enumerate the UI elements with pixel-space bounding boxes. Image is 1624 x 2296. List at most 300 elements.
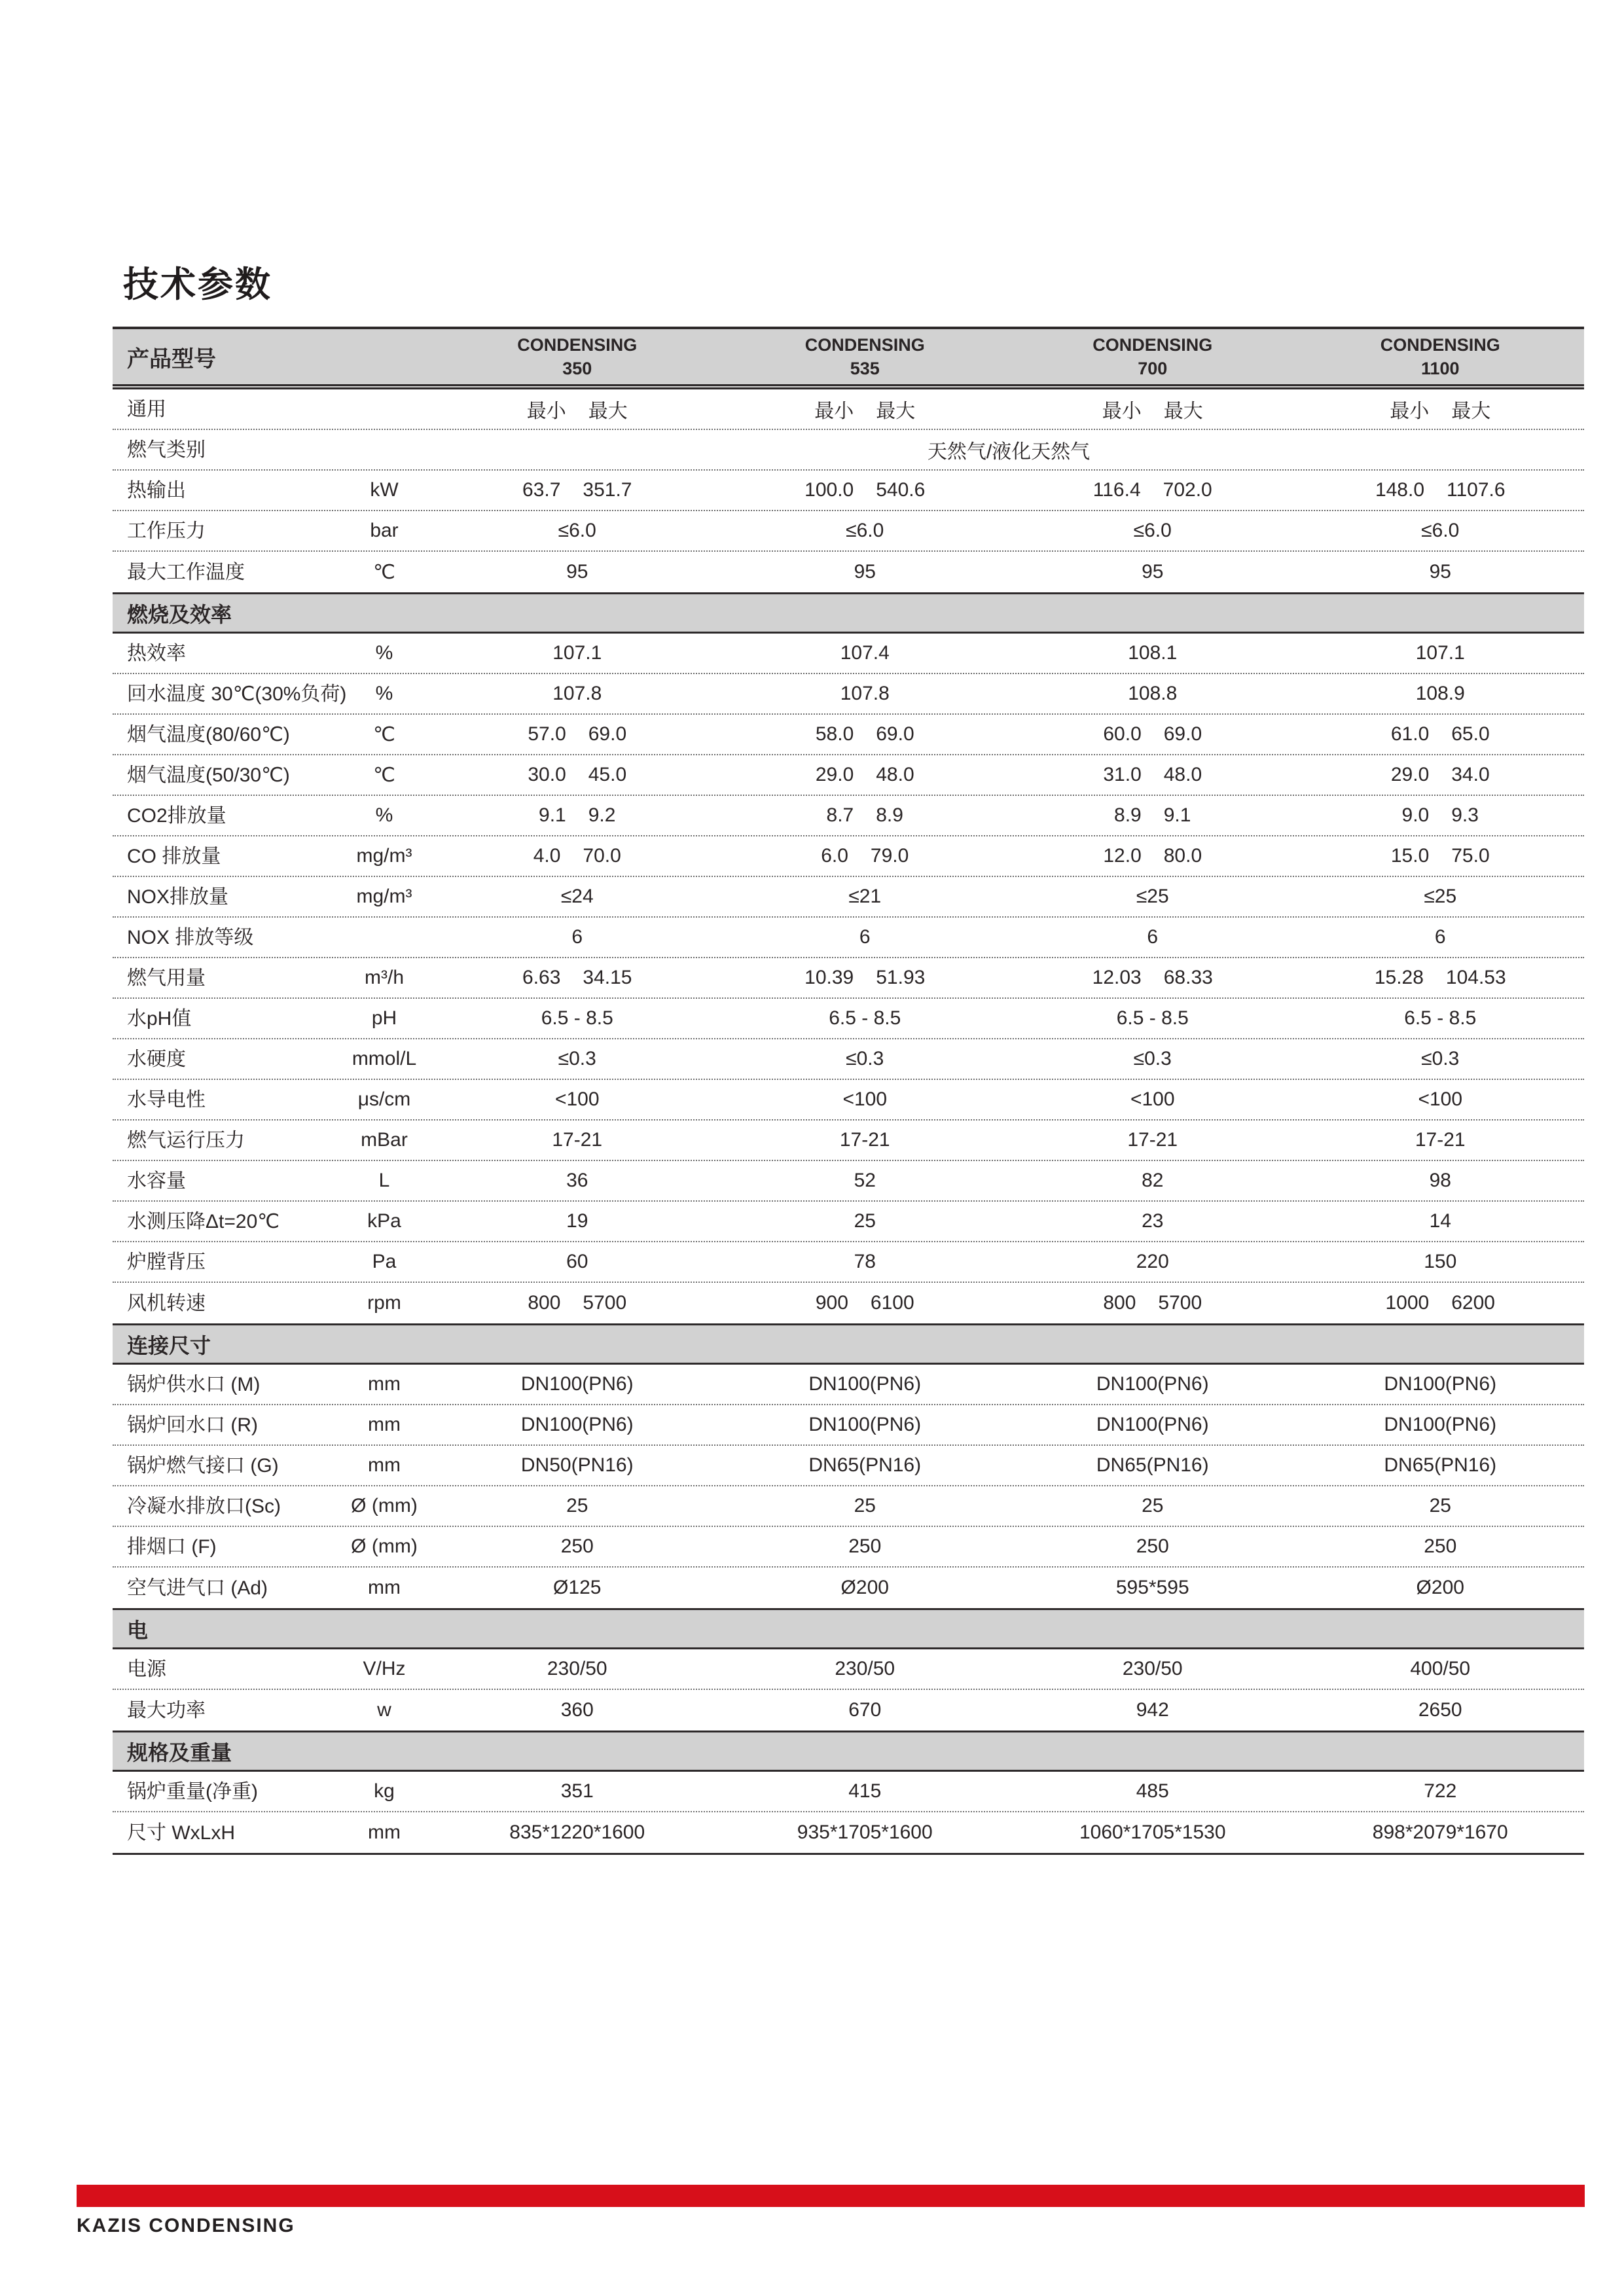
value-max: 5700 [1158,1292,1202,1314]
value-cell: 1060*1705*1530 [1079,1821,1226,1843]
value-max: 69.0 [1163,723,1202,745]
table-row [113,1405,1584,1446]
value-cell: 95 [566,561,588,583]
param-label: CO2排放量 [127,804,226,827]
table-row [113,634,1584,674]
value-min: 8.9 [1114,804,1142,826]
value-min: 9.1 [539,804,566,826]
value-max: 65.0 [1451,723,1490,745]
value-cell: 25 [1429,1495,1451,1516]
value-cell: 82 [1142,1170,1164,1191]
value-cell: 6 [1147,926,1159,948]
section-row [113,1731,1584,1772]
table-row [113,958,1584,999]
value-max: 9.1 [1163,804,1191,826]
value-cell: 6.5 - 8.5 [541,1007,613,1029]
value-cell: 250 [1424,1535,1457,1557]
table-row [113,1242,1584,1283]
value-max: 79.0 [870,845,909,867]
param-label: 工作压力 [127,520,206,542]
value-cell: 6 [571,926,583,948]
value-cell: 36 [566,1170,588,1191]
value-min: 63.7 [522,479,561,501]
model-header-535 [721,329,1009,384]
param-label: 尺寸 WxLxH [127,1821,235,1844]
table-row [113,999,1584,1039]
value-max: 68.33 [1163,967,1213,988]
param-label: 水硬度 [127,1048,186,1070]
value-cell: DN50(PN16) [520,1454,634,1476]
value-cell: 6 [1434,926,1446,948]
table-row [113,1446,1584,1486]
table-row [113,1649,1584,1690]
param-unit: % [375,683,393,704]
table-row [113,1283,1584,1323]
value-min: 57.0 [528,723,566,745]
param-unit: V/Hz [363,1658,406,1679]
table-row [113,877,1584,918]
value-min: 10.39 [804,967,854,988]
value-cell: 107.8 [552,683,602,704]
value-cell: 351 [560,1780,594,1802]
value-cell: 898*2079*1670 [1372,1821,1508,1843]
model-header-line1: CONDENSING [1380,334,1500,355]
table-row [113,1161,1584,1202]
value-cell: DN100(PN6) [520,1373,634,1395]
model-header-line1: CONDENSING [804,334,925,355]
value-cell: DN65(PN16) [1384,1454,1497,1476]
value-cell: 107.1 [552,642,602,664]
value-cell [1297,804,1585,827]
value-max: 9.2 [588,804,616,826]
value-cell: 415 [848,1780,882,1802]
value-cell: 17-21 [1415,1129,1466,1151]
value-cell [1009,804,1297,827]
model-header-700 [1009,329,1297,384]
value-cell: DN65(PN16) [1096,1454,1209,1476]
section-label: 燃烧及效率 [127,602,232,626]
param-label: 燃气用量 [127,967,206,989]
table-row [113,1080,1584,1121]
footer-brand: KAZIS CONDENSING [77,2215,295,2236]
param-label: 空气进气口 (Ad) [127,1577,268,1599]
value-cell: 95 [1142,561,1164,583]
value-cell: 108.1 [1128,642,1178,664]
value-max: 540.6 [876,479,926,501]
value-cell [1009,967,1297,989]
value-cell: 942 [1136,1699,1169,1721]
value-cell: 95 [1429,561,1451,583]
value-max: 69.0 [588,723,627,745]
value-cell [1009,1292,1297,1314]
param-unit: ℃ [373,764,395,786]
value-cell: Ø200 [840,1577,889,1598]
value-cell: 2650 [1418,1699,1462,1721]
param-label: 锅炉重量(净重) [127,1780,258,1803]
value-cell: 52 [854,1170,876,1191]
value-cell: 98 [1429,1170,1451,1191]
value-cell [433,479,721,501]
value-cell [433,395,721,423]
param-unit: mm [368,1373,401,1395]
value-cell [721,804,1009,827]
table-row [113,796,1584,836]
table-row [113,1772,1584,1812]
param-label: 燃气运行压力 [127,1129,245,1151]
value-cell: <100 [554,1088,600,1110]
value-cell: 25 [1142,1495,1164,1516]
param-unit: Pa [372,1251,397,1272]
value-cell: <100 [1130,1088,1175,1110]
value-cell: 150 [1424,1251,1457,1272]
table-row [113,471,1584,511]
table-row [113,1365,1584,1405]
value-cell [1297,395,1585,423]
value-cell: ≤6.0 [1133,520,1172,541]
value-min: 1000 [1385,1292,1430,1314]
value-cell: 230/50 [835,1658,895,1679]
param-unit: mm [368,1454,401,1476]
value-cell: 17-21 [1127,1129,1178,1151]
value-cell: 935*1705*1600 [797,1821,933,1843]
value-cell [433,723,721,745]
value-cell [1009,845,1297,867]
value-cell: ≤6.0 [846,520,884,541]
value-cell: 25 [854,1495,876,1516]
value-cell [1297,967,1585,989]
value-cell [1009,395,1297,423]
table-body [113,389,1584,1853]
value-max: 51.93 [876,967,926,988]
value-cell: 107.1 [1415,642,1465,664]
table-header-label: 产品型号 [127,346,216,372]
table-row [113,389,1584,430]
value-max: 最大 [1163,401,1203,422]
param-label: 烟气温度(50/30℃) [127,764,290,786]
param-unit: kW [370,479,399,501]
value-min: 30.0 [528,764,566,785]
value-cell: ≤25 [1136,886,1169,907]
value-min: 116.4 [1092,479,1141,501]
param-unit: mm [368,1577,401,1598]
param-unit: ℃ [373,561,395,583]
value-cell [433,845,721,867]
value-min: 800 [1103,1292,1136,1314]
value-cell: 835*1220*1600 [509,1821,645,1843]
param-label: 烟气温度(80/60℃) [127,723,290,745]
model-header-line2: 535 [850,358,880,378]
value-min: 800 [528,1292,561,1314]
param-unit: Ø (mm) [351,1535,418,1557]
value-max: 最大 [588,401,628,422]
table-row [113,1121,1584,1161]
value-cell [433,764,721,786]
value-min: 8.7 [826,804,854,826]
value-cell: 220 [1136,1251,1169,1272]
value-max: 5700 [583,1292,627,1314]
section-label: 电 [127,1618,149,1642]
param-unit: pH [371,1007,397,1029]
value-cell: ≤0.3 [846,1048,884,1069]
value-cell: ≤6.0 [1421,520,1460,541]
value-cell: <100 [1418,1088,1463,1110]
value-cell: 400/50 [1410,1658,1471,1679]
param-unit: mmol/L [352,1048,417,1069]
param-unit: mm [368,1821,401,1843]
param-label: 通用 [127,398,166,420]
value-min: 900 [815,1292,848,1314]
table-row [113,674,1584,715]
value-max: 48.0 [876,764,914,785]
table-row [113,552,1584,592]
table-row [113,755,1584,796]
value-min: 最小 [526,401,566,422]
value-cell: 17-21 [552,1129,603,1151]
value-cell: 6.5 - 8.5 [1404,1007,1477,1029]
param-unit: % [375,804,393,826]
param-label: 热输出 [127,479,186,501]
value-min: 6.0 [821,845,848,867]
value-min: 4.0 [533,845,561,867]
param-label: 燃气类别 [127,439,206,461]
param-unit: mg/m³ [356,886,412,907]
value-cell: DN100(PN6) [1384,1414,1497,1435]
model-header-line2: 700 [1138,358,1168,378]
model-header-line1: CONDENSING [1092,334,1213,355]
param-unit: μs/cm [357,1088,411,1110]
value-min: 61.0 [1390,723,1430,745]
value-cell [721,764,1009,786]
param-unit: w [377,1699,391,1721]
param-unit: Ø (mm) [351,1495,418,1516]
model-header-350 [433,329,721,384]
value-cell: 107.4 [840,642,890,664]
param-label: 回水温度 30℃(30%负荷) [127,683,347,705]
value-cell: 250 [1136,1535,1169,1557]
value-max: 34.0 [1451,764,1490,785]
value-min: 最小 [814,401,854,422]
value-cell [1297,1292,1585,1314]
value-cell: Ø200 [1416,1577,1464,1598]
value-cell: 14 [1429,1210,1451,1232]
table-row [113,1690,1584,1731]
table-row [113,1202,1584,1242]
section-row [113,592,1584,634]
value-cell: DN100(PN6) [1096,1414,1209,1435]
value-cell: 250 [560,1535,594,1557]
table-row [113,511,1584,552]
value-min: 最小 [1390,401,1430,422]
table-header-unit-spacer [335,329,433,384]
table-row [113,430,1584,471]
value-min: 29.0 [815,764,854,785]
value-max: 最大 [1451,401,1491,422]
table-row [113,1039,1584,1080]
param-label: CO 排放量 [127,845,221,867]
value-min: 15.0 [1390,845,1430,867]
param-unit: mm [368,1414,401,1435]
value-min: 12.0 [1103,845,1142,867]
table-row [113,1486,1584,1527]
value-max: 9.3 [1451,804,1479,826]
table-row [113,715,1584,755]
value-cell [1009,479,1297,501]
value-min: 31.0 [1103,764,1142,785]
value-cell: 670 [848,1699,882,1721]
value-cell [721,479,1009,501]
value-cell: ≤0.3 [558,1048,596,1069]
param-unit: m³/h [365,967,404,988]
value-cell: 107.8 [840,683,890,704]
value-cell: ≤24 [560,886,594,907]
table-row [113,1568,1584,1608]
param-unit: bar [370,520,399,541]
table-row [113,836,1584,877]
value-min: 最小 [1102,401,1142,422]
value-cell: ≤0.3 [1421,1048,1460,1069]
value-cell: DN65(PN16) [808,1454,922,1476]
value-cell: 19 [566,1210,588,1232]
value-cell: ≤25 [1424,886,1457,907]
value-max: 104.53 [1445,967,1506,988]
param-unit: L [378,1170,390,1191]
value-cell: DN100(PN6) [520,1414,634,1435]
value-cell: ≤21 [848,886,882,907]
value-cell [721,967,1009,989]
table-row [113,918,1584,958]
value-min: 29.0 [1390,764,1430,785]
value-cell: ≤6.0 [558,520,596,541]
param-label: 水导电性 [127,1088,206,1111]
section-row [113,1323,1584,1365]
value-cell: <100 [842,1088,888,1110]
value-max: 48.0 [1163,764,1202,785]
table-header [113,329,1584,389]
param-label: 风机转速 [127,1292,206,1314]
param-label: 排烟口 (F) [127,1535,217,1558]
value-cell: DN100(PN6) [808,1414,922,1435]
param-unit: rpm [367,1292,401,1314]
model-header-line2: 350 [562,358,592,378]
value-cell [433,804,721,827]
value-cell [721,395,1009,423]
value-cell: DN100(PN6) [1384,1373,1497,1395]
value-cell-span: 天然气/液化天然气 [927,441,1091,463]
value-cell: DN100(PN6) [1096,1373,1209,1395]
value-min: 60.0 [1103,723,1142,745]
value-cell: 485 [1136,1780,1169,1802]
section-label: 规格及重量 [127,1740,232,1765]
value-cell: 95 [854,561,876,583]
value-cell: 595*595 [1115,1577,1189,1598]
value-cell: 60 [566,1251,588,1272]
value-cell [433,1292,721,1314]
value-cell [433,967,721,989]
param-label: 锅炉供水口 (M) [127,1373,261,1395]
value-max: 最大 [876,401,916,422]
value-cell: 6.5 - 8.5 [829,1007,901,1029]
value-cell [1297,479,1585,501]
value-min: 15.28 [1374,967,1424,988]
param-unit: kg [374,1780,395,1802]
value-cell: 360 [560,1699,594,1721]
param-label: 水容量 [127,1170,186,1192]
param-unit: kPa [367,1210,401,1232]
value-min: 58.0 [815,723,854,745]
value-cell: Ø125 [553,1577,602,1598]
value-min: 100.0 [804,479,854,501]
param-label: 电源 [127,1658,166,1680]
param-label: 最大功率 [127,1699,206,1721]
value-max: 75.0 [1451,845,1490,867]
value-cell: 25 [566,1495,588,1516]
param-unit: mBar [361,1129,408,1151]
page-title: 技术参数 [123,265,272,304]
model-header-1100 [1297,329,1585,384]
value-max: 6100 [870,1292,914,1314]
value-cell: 722 [1424,1780,1457,1802]
footer-red-bar [77,2185,1585,2207]
value-cell: 250 [848,1535,882,1557]
value-cell: 108.8 [1128,683,1178,704]
param-label: 水测压降Δt=20℃ [127,1210,280,1232]
value-min: 148.0 [1375,479,1425,501]
section-row [113,1608,1584,1649]
param-label: 炉膛背压 [127,1251,206,1273]
value-cell [1297,845,1585,867]
param-label: 锅炉燃气接口 (G) [127,1454,279,1477]
param-label: NOX 排放等级 [127,926,254,948]
value-cell [721,845,1009,867]
param-label: 锅炉回水口 (R) [127,1414,258,1436]
value-cell [721,723,1009,745]
value-cell: 23 [1142,1210,1164,1232]
value-cell: 78 [854,1251,876,1272]
value-max: 69.0 [876,723,914,745]
param-label: 最大工作温度 [127,561,245,583]
value-max: 70.0 [583,845,621,867]
value-max: 80.0 [1163,845,1202,867]
value-min: 9.0 [1401,804,1430,826]
param-unit: ℃ [373,723,395,745]
model-header-line1: CONDENSING [517,334,638,355]
value-max: 8.9 [876,804,903,826]
value-max: 34.15 [583,967,632,988]
value-cell [1297,723,1585,745]
value-cell: ≤0.3 [1133,1048,1172,1069]
value-min: 6.63 [522,967,561,988]
value-cell [1297,764,1585,786]
value-cell: 25 [854,1210,876,1232]
param-label: 水pH值 [127,1007,192,1030]
param-label: NOX排放量 [127,886,229,908]
value-cell: DN100(PN6) [808,1373,922,1395]
value-cell: 17-21 [839,1129,890,1151]
value-cell [1009,723,1297,745]
value-max: 702.0 [1163,479,1212,501]
table-row [113,1527,1584,1568]
table-row [113,1812,1584,1853]
param-unit: mg/m³ [356,845,412,867]
param-label: 热效率 [127,642,186,664]
value-max: 1107.6 [1447,479,1506,501]
value-max: 6200 [1451,1292,1495,1314]
value-cell: 6 [859,926,871,948]
value-cell: 6.5 - 8.5 [1116,1007,1189,1029]
param-label: 冷凝水排放口(Sc) [127,1495,281,1517]
value-cell [1009,764,1297,786]
spec-table [113,327,1584,1855]
